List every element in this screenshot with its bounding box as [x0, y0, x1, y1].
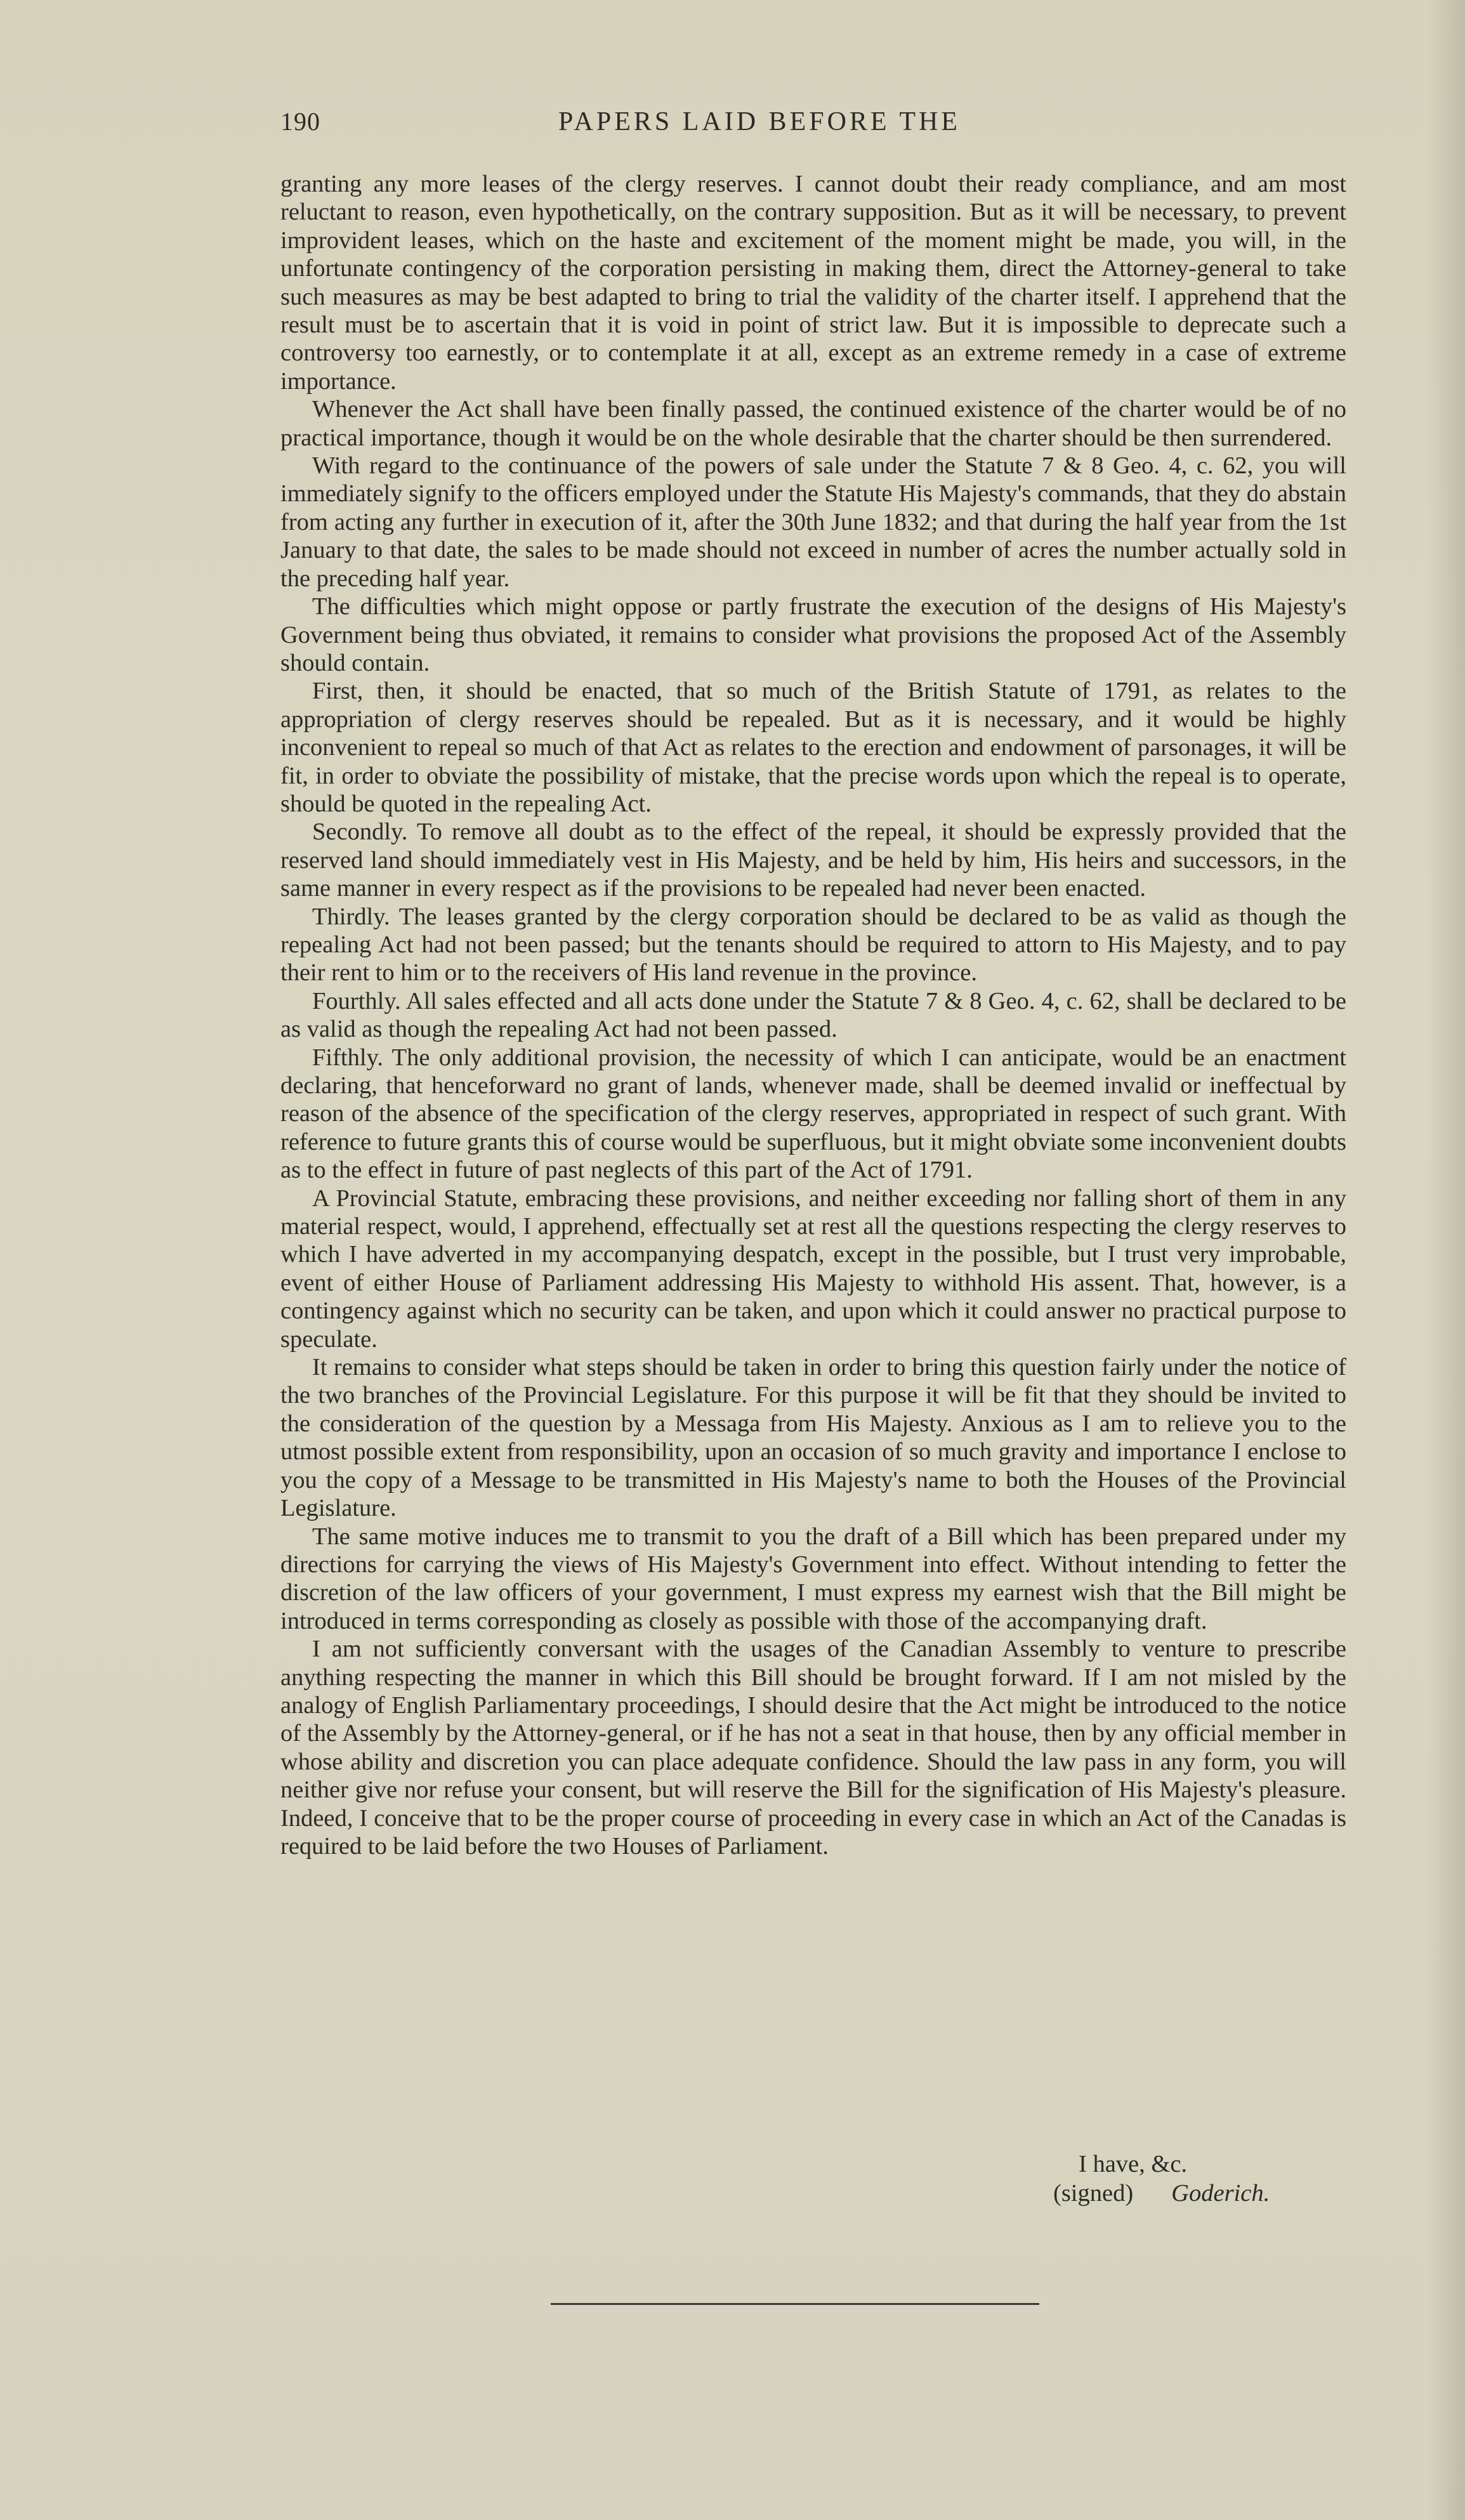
- paragraph: Secondly. To remove all doubt as to the effect of the repeal, it should be expressly provided that the reserved land should immediately vest in His Majesty, and be held by him, His heirs and successors, in the same manner in every respect as if the provisions to be repealed had never been enacted.: [280, 818, 1346, 902]
- paragraph: A Provincial Statute, embracing these provisions, and neither exceeding nor falling short of them in any material respect, would, I apprehend, effectually set at rest all the questions respecting the clergy reserves to which I have adverted in my accompanying despatch, except in the possible, but I trust very improbable, event of either House of Parliament addressing His Majesty to withhold His assent. That, however, is a contingency against which no security can be taken, and upon which it could answer no practical purpose to speculate.: [280, 1185, 1346, 1353]
- paragraph: Fifthly. The only additional provision, the necessity of which I can anticipate, would be an enactment declaring, that henceforward no grant of lands, whenever made, shall be deemed invalid or ineffectual by reason of the absence of the specification of the clergy reserves, appropriated in respect of such grant. With reference to future grants this of course would be superfluous, but it might obviate some inconvenient doubts as to the effect in future of past neglects of this part of the Act of 1791.: [280, 1044, 1346, 1184]
- body-text: [280, 170, 1346, 1860]
- paragraph: It remains to consider what steps should be taken in order to bring this question fairly under the notice of the two branches of the Provincial Legislature. For this purpose it will be fit that they should be invited to the consideration of the question by a Messaga from His Majesty. Anxious as I am to relieve you to the utmost possible extent from responsibility, upon an occasion of so much gravity and importance I enclose to you the copy of a Message to be transmitted in His Majesty's name to both the Houses of the Provincial Legislature.: [280, 1354, 1346, 1522]
- paragraph: Whenever the Act shall have been finally passed, the continued existence of the charter would be of no practical importance, though it would be on the whole desirable that the charter should be then surrendered.: [280, 396, 1346, 451]
- closing-salutation: I have, &c.: [1079, 2151, 1188, 2177]
- paragraph: I am not sufficiently conversant with the usages of the Canadian Assembly to venture to prescribe anything respecting the manner in which this Bill should be brought forward. If I am not misled by the analogy of English Parliamentary proceedings, I should desire that the Act might be introduced to the notice of the Assembly by the Attorney-general, or if he has not a seat in that house, then by any official member in whose ability and discretion you can place adequate confidence. Should the law pass in any form, you will neither give nor refuse your consent, but will reserve the Bill for the signification of His Majesty's pleasure. Indeed, I conceive that to be the proper course of proceeding in every case in which an Act of the Canadas is required to be laid before the two Houses of Parliament.: [280, 1636, 1346, 1860]
- page-header: [280, 107, 1346, 145]
- paragraph: Fourthly. All sales effected and all acts done under the Statute 7 & 8 Geo. 4, c. 62, shall be declared to be as valid as though the repealing Act had not been passed.: [280, 987, 1346, 1043]
- signature-line: [1053, 2179, 1370, 2208]
- page-number: 190: [280, 107, 320, 136]
- paragraph: Thirdly. The leases granted by the clergy corporation should be declared to be as valid as though the repealing Act had not been passed; but the tenants should be required to attorn to His Majesty, and to pay their rent to him or to the receivers of His land revenue in the province.: [280, 903, 1346, 987]
- letter-closing: [1053, 2149, 1370, 2208]
- paragraph: With regard to the continuance of the powers of sale under the Statute 7 & 8 Geo. 4, c. 62, you will immediately signify to the officers employed under the Statute His Majesty's commands, that they do abstain from acting any further in execution of it, after the 30th June 1832; and that during the half year from the 1st January to that date, the sales to be made should not exceed in number of acres the number actually sold in the preceding half year.: [280, 452, 1346, 592]
- paragraph: The same motive induces me to transmit to you the draft of a Bill which has been prepared under my directions for carrying the views of His Majesty's Government into effect. Without intending to fetter the discretion of the law officers of your government, I must express my earnest wish that the Bill might be introduced in terms corresponding as closely as possible with those of the accompanying draft.: [280, 1523, 1346, 1634]
- section-divider: [551, 2303, 1039, 2305]
- signed-label: (signed): [1053, 2180, 1134, 2207]
- running-title: PAPERS LAID BEFORE THE: [558, 107, 961, 136]
- paragraph: First, then, it should be enacted, that so much of the British Statute of 1791, as relates to the appropriation of clergy reserves should be repealed. But as it is necessary, and it would be highly inconvenient to repeal so much of that Act as relates to the erection and endowment of parsonages, it will be fit, in order to obviate the possibility of mistake, that the precise words upon which the repeal is to operate, should be quoted in the repealing Act.: [280, 678, 1346, 817]
- page-edge-shadow: [1427, 0, 1465, 2520]
- paragraph: The difficulties which might oppose or partly frustrate the execution of the designs of His Majesty's Government being thus obviated, it remains to consider what provisions the proposed Act of the Assembly should contain.: [280, 593, 1346, 676]
- paragraph: granting any more leases of the clergy reserves. I cannot doubt their ready compliance, and am most reluctant to reason, even hypothetically, on the contrary supposition. But as it will be necessary, to prevent improvident leases, which on the haste and excitement of the moment might be made, you will, in the unfortunate contingency of the corporation persisting in making them, direct the Attorney-general to take such measures as may be best adapted to bring to trial the validity of the charter itself. I apprehend that the result must be to ascertain that it is void in point of strict law. But it is impossible to deprecate such a controversy too earnestly, or to contemplate it at all, except as an extreme remedy in a case of extreme importance.: [280, 171, 1346, 395]
- signer-name: Goderich.: [1171, 2180, 1270, 2207]
